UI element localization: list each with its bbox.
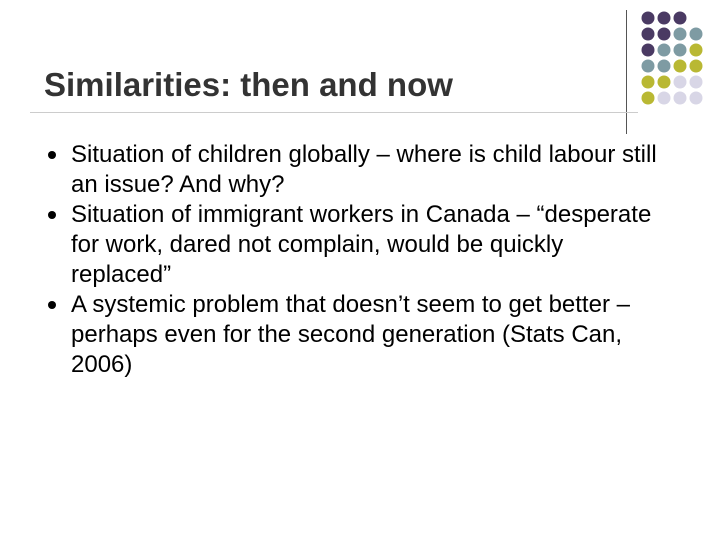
bullet-item-systemic-problem xyxy=(48,290,668,380)
bullet-text: A systemic problem that doesn’t seem to get better – perhaps even for the second generation (Stats Can, 2006) xyxy=(71,291,630,378)
decorative-dot xyxy=(658,60,671,73)
decorative-dot xyxy=(658,12,671,25)
slide-title: Similarities: then and now xyxy=(44,66,453,103)
decorative-dot xyxy=(642,12,655,25)
decorative-dot xyxy=(690,60,703,73)
decorative-dot xyxy=(674,12,687,25)
decorative-dot xyxy=(642,28,655,41)
bullet-text: Situation of children globally – where is child labour still an issue? And why? xyxy=(71,141,657,198)
decorative-dot xyxy=(658,76,671,89)
decorative-dot xyxy=(690,76,703,89)
decorative-dot xyxy=(674,92,687,105)
bullet-dot-icon xyxy=(48,151,56,159)
bullet-list xyxy=(48,140,668,380)
decorative-dot xyxy=(690,44,703,57)
decorative-dot xyxy=(658,44,671,57)
bullet-text: Situation of immigrant workers in Canada – “desperate for work, dared not complain, would be quickly replaced” xyxy=(71,201,652,288)
decorative-dot xyxy=(658,92,671,105)
decorative-dot xyxy=(674,60,687,73)
decorative-dot xyxy=(642,44,655,57)
decorative-dot xyxy=(642,60,655,73)
bullet-dot-icon xyxy=(48,301,56,309)
decorative-dot xyxy=(642,92,655,105)
decorative-dot xyxy=(642,76,655,89)
decorative-dot xyxy=(690,92,703,105)
bullet-item-children xyxy=(48,140,668,200)
horizontal-divider xyxy=(30,112,638,113)
bullet-item-immigrant-workers xyxy=(48,200,668,290)
bullet-dot-icon xyxy=(48,211,56,219)
decorative-dot xyxy=(674,44,687,57)
vertical-divider xyxy=(626,10,627,134)
decorative-dot xyxy=(690,28,703,41)
decorative-dot xyxy=(674,28,687,41)
decorative-dot xyxy=(658,28,671,41)
decorative-dot xyxy=(674,76,687,89)
